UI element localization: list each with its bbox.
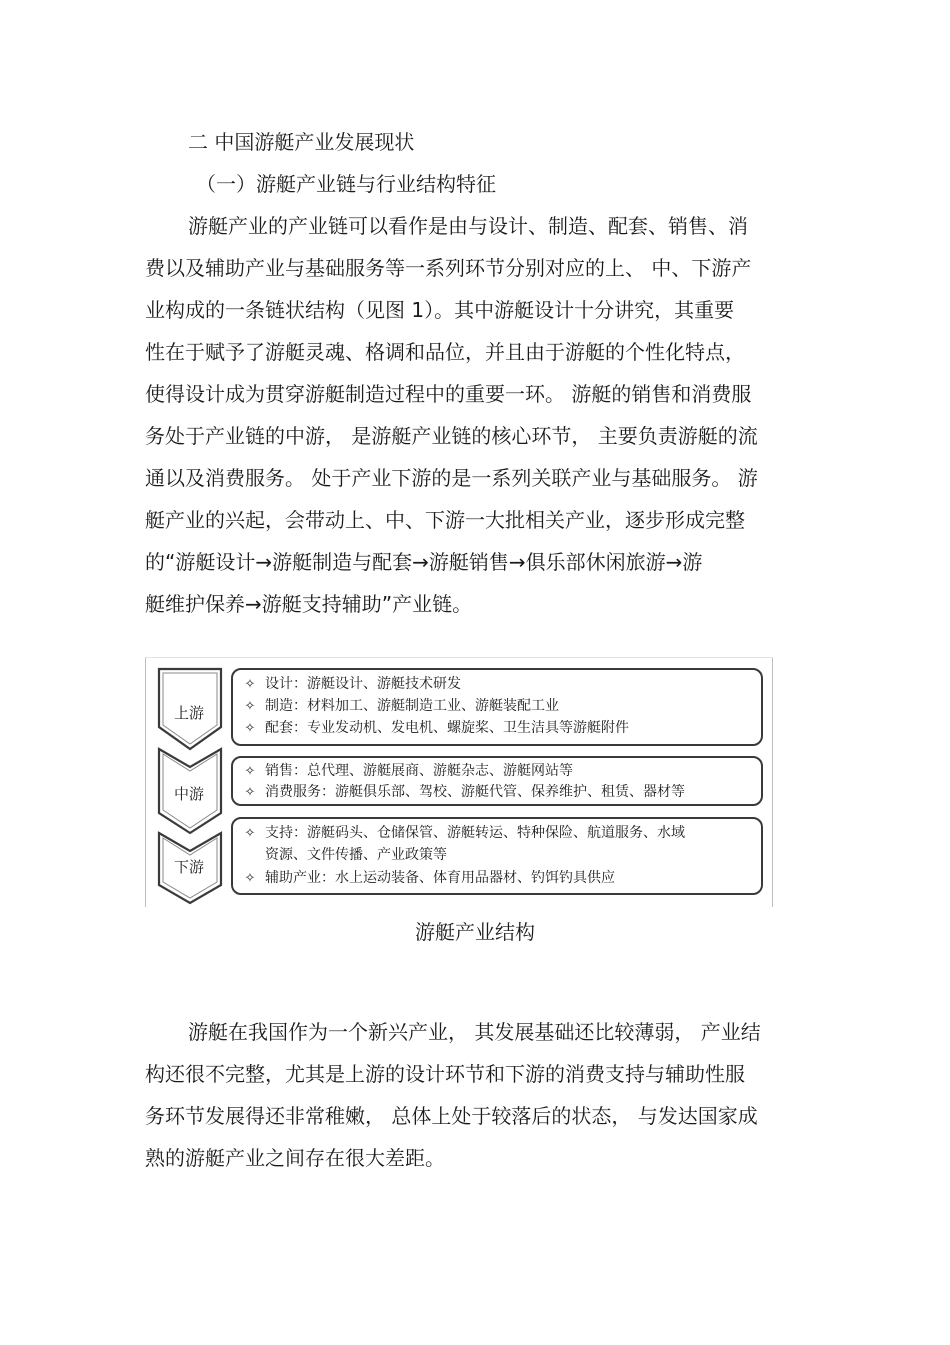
bullet-icon: ✧ (244, 677, 256, 692)
subsection-heading: （一）游艇产业链与行业结构特征 (196, 172, 496, 196)
paragraph-line: 务处于产业链的中游， 是游艇产业链的核心环节， 主要负责游艇的流 (145, 424, 758, 448)
figure-caption: 游艇产业结构 (415, 920, 535, 944)
paragraph-line: 性在于赋予了游艇灵魂、格调和品位，并且由于游艇的个性化特点， (145, 340, 745, 364)
midstream-label: 中游 (174, 785, 205, 803)
paragraph-line: 艇维护保养→游艇支持辅助”产业链。 (145, 592, 473, 616)
paragraph-line: 费以及辅助产业与基础服务等一系列环节分别对应的上、 中、下游产 (145, 256, 752, 280)
list-item: ✧ 配套：专业发动机、发电机、螺旋桨、卫生洁具等游艇附件 (243, 718, 629, 739)
figure-border (145, 657, 773, 658)
list-item: ✧ 支持：游艇码头、仓储保管、游艇转运、特种保险、航道服务、水域 (243, 823, 685, 844)
bullet-icon: ✧ (244, 871, 256, 886)
paragraph-line: 游艇在我国作为一个新兴产业， 其发展基础还比较薄弱， 产业结 (188, 1020, 761, 1044)
section-heading: 二 中国游艇产业发展现状 (188, 130, 415, 154)
downstream-label: 下游 (174, 858, 205, 876)
bullet-icon: ✧ (244, 699, 256, 714)
bullet-icon: ✧ (244, 785, 256, 800)
paragraph-line: 艇产业的兴起，会带动上、中、下游一大批相关产业，逐步形成完整 (145, 508, 745, 532)
list-item: ✧ 销售：总代理、游艇展商、游艇杂志、游艇网站等 (243, 761, 573, 782)
bullet-icon: ✧ (244, 764, 256, 779)
paragraph-line: 使得设计成为贯穿游艇制造过程中的重要一环。 游艇的销售和消费服 (145, 382, 752, 406)
upstream-label: 上游 (174, 704, 205, 722)
list-item: ✧ 消费服务：游艇俱乐部、驾校、游艇代管、保养维护、租赁、器材等 (243, 782, 685, 803)
paragraph-line: 的“游艇设计→游艇制造与配套→游艇销售→俱乐部休闲旅游→游 (145, 550, 703, 574)
paragraph-line: 业构成的一条链状结构（见图 1）。其中游艇设计十分讲究，其重要 (145, 298, 735, 322)
upstream-box (231, 668, 763, 746)
list-item-continuation: 资源、文件传播、产业政策等 (265, 847, 447, 863)
list-item: ✧ 设计：游艇设计、游艇技术研发 (243, 674, 461, 695)
paragraph-line: 通以及消费服务。 处于产业下游的是一系列关联产业与基础服务。 游 (145, 466, 758, 490)
paragraph-line: 游艇产业的产业链可以看作是由与设计、制造、配套、销售、消 (188, 214, 748, 238)
list-item: ✧ 制造：材料加工、游艇制造工业、游艇装配工业 (243, 696, 559, 717)
figure-border (772, 657, 773, 907)
list-item: ✧ 辅助产业：水上运动装备、体育用品器材、钓饵钓具供应 (243, 868, 615, 889)
paragraph-line: 构还很不完整，尤其是上游的设计环节和下游的消费支持与辅助性服 (145, 1062, 745, 1086)
industry-structure-figure (145, 657, 773, 907)
paragraph-line: 熟的游艇产业之间存在很大差距。 (145, 1146, 445, 1170)
bullet-icon: ✧ (244, 721, 256, 736)
bullet-icon: ✧ (244, 826, 256, 841)
paragraph-line: 务环节发展得还非常稚嫩， 总体上处于较落后的状态， 与发达国家成 (145, 1104, 758, 1128)
downstream-box (231, 817, 763, 895)
midstream-box (231, 756, 763, 806)
